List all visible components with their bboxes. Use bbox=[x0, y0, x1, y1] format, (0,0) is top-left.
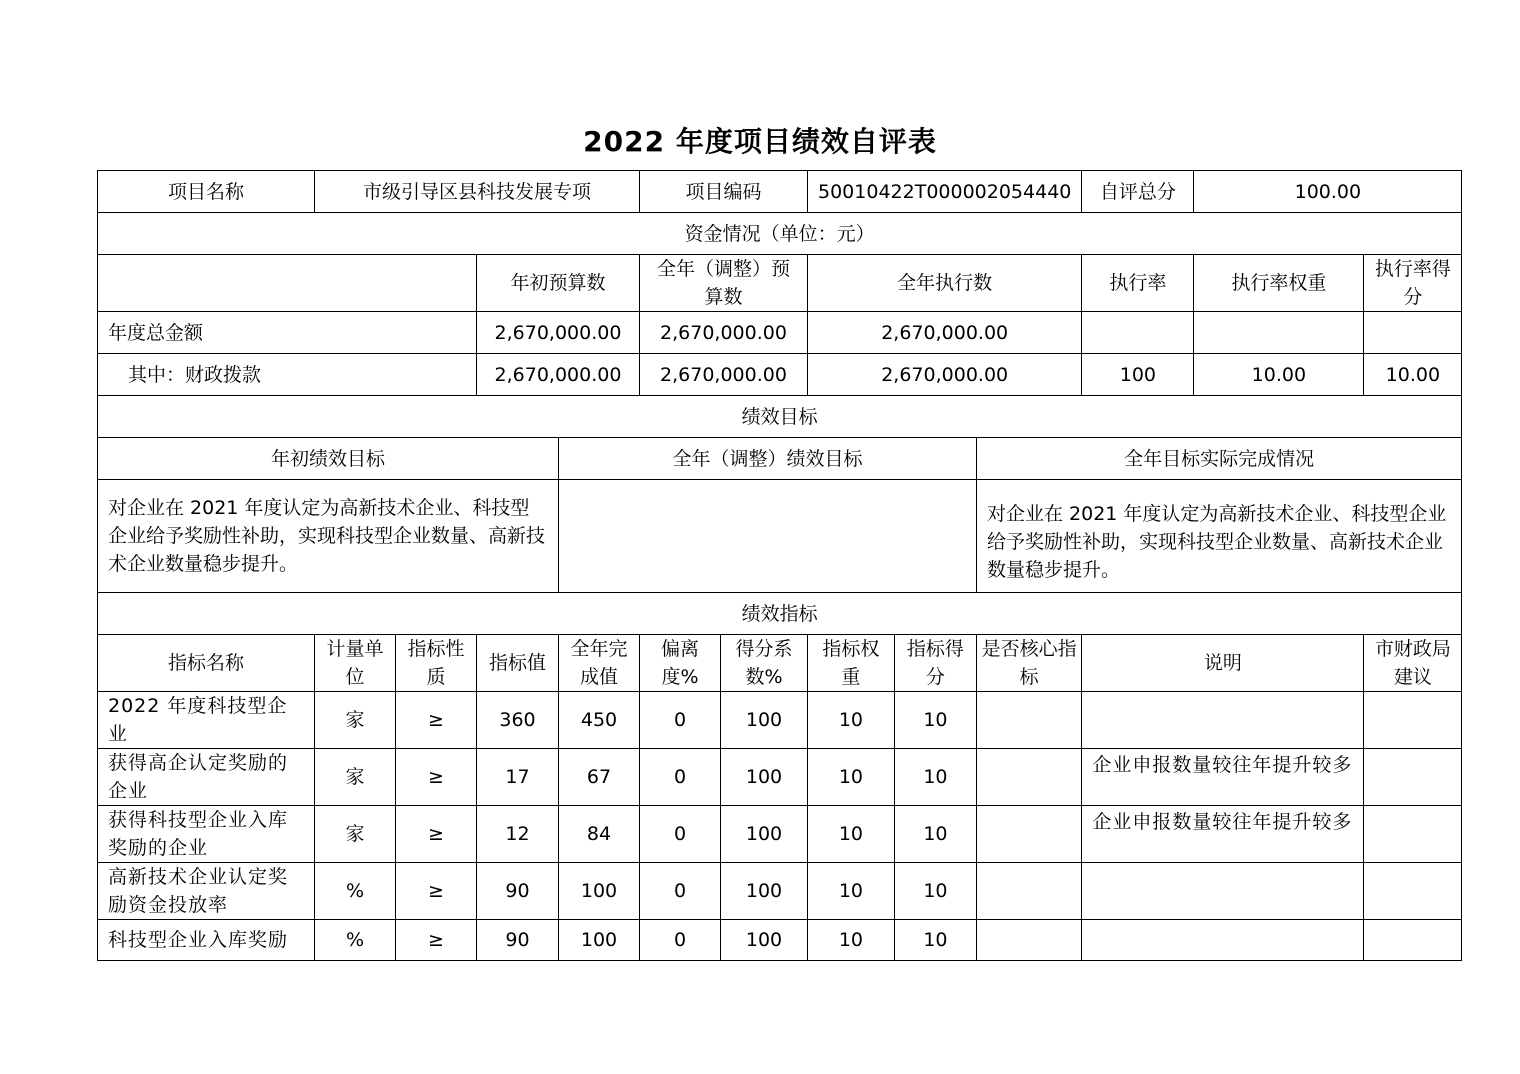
indicator-core bbox=[977, 692, 1082, 749]
funds-cell: 2,670,000.00 bbox=[477, 312, 640, 354]
ind-header-target: 指标值 bbox=[477, 635, 559, 692]
goals-header-row bbox=[98, 438, 1462, 480]
indicator-core bbox=[977, 749, 1082, 806]
ind-header-completed: 全年完成值 bbox=[559, 635, 640, 692]
indicator-deviation: 0 bbox=[640, 806, 721, 863]
indicator-unit: 家 bbox=[315, 806, 396, 863]
indicator-deviation: 0 bbox=[640, 863, 721, 920]
indicator-unit: 家 bbox=[315, 692, 396, 749]
funds-cell: 2,670,000.00 bbox=[808, 354, 1082, 396]
indicator-core bbox=[977, 920, 1082, 961]
evaluation-table bbox=[97, 170, 1462, 961]
indicator-row bbox=[98, 863, 1462, 920]
project-code-value: 50010422T000002054440 bbox=[808, 171, 1082, 213]
indicator-target: 90 bbox=[477, 920, 559, 961]
indicator-score: 10 bbox=[894, 863, 976, 920]
indicator-target: 17 bbox=[477, 749, 559, 806]
indicator-advice bbox=[1364, 749, 1462, 806]
goals-header-adjusted: 全年（调整）绩效目标 bbox=[559, 438, 977, 480]
funds-row bbox=[98, 354, 1462, 396]
indicator-weight: 10 bbox=[808, 806, 895, 863]
funds-cell: 10.00 bbox=[1364, 354, 1462, 396]
indicator-nature: ≥ bbox=[396, 920, 477, 961]
ind-header-nature: 指标性质 bbox=[396, 635, 477, 692]
funds-cell: 100 bbox=[1082, 354, 1194, 396]
indicator-coefficient: 100 bbox=[721, 920, 808, 961]
funds-cell bbox=[1364, 312, 1462, 354]
indicator-coefficient: 100 bbox=[721, 749, 808, 806]
total-score-label: 自评总分 bbox=[1082, 171, 1194, 213]
goals-header-actual: 全年目标实际完成情况 bbox=[977, 438, 1462, 480]
funds-cell: 2,670,000.00 bbox=[640, 312, 808, 354]
goals-section-header: 绩效目标 bbox=[98, 396, 1462, 438]
funds-row bbox=[98, 312, 1462, 354]
indicator-unit: % bbox=[315, 863, 396, 920]
ind-header-coefficient: 得分系数% bbox=[721, 635, 808, 692]
indicator-completed: 100 bbox=[559, 920, 640, 961]
indicator-coefficient: 100 bbox=[721, 692, 808, 749]
indicator-nature: ≥ bbox=[396, 806, 477, 863]
funds-cell: 10.00 bbox=[1194, 354, 1364, 396]
ind-header-deviation: 偏离度% bbox=[640, 635, 721, 692]
funds-cell bbox=[1082, 312, 1194, 354]
ind-header-note: 说明 bbox=[1082, 635, 1364, 692]
indicator-completed: 84 bbox=[559, 806, 640, 863]
funds-cell: 2,670,000.00 bbox=[808, 312, 1082, 354]
funds-header-cell: 年初预算数 bbox=[477, 255, 640, 312]
indicator-deviation: 0 bbox=[640, 920, 721, 961]
indicator-nature: ≥ bbox=[396, 692, 477, 749]
indicator-weight: 10 bbox=[808, 920, 895, 961]
project-name-label: 项目名称 bbox=[98, 171, 315, 213]
indicator-score: 10 bbox=[894, 920, 976, 961]
indicator-weight: 10 bbox=[808, 749, 895, 806]
indicator-deviation: 0 bbox=[640, 749, 721, 806]
ind-header-unit: 计量单位 bbox=[315, 635, 396, 692]
indicator-row bbox=[98, 920, 1462, 961]
funds-header-cell: 执行率 bbox=[1082, 255, 1194, 312]
indicator-score: 10 bbox=[894, 692, 976, 749]
indicator-advice bbox=[1364, 692, 1462, 749]
ind-header-name: 指标名称 bbox=[98, 635, 315, 692]
funds-header-cell: 全年执行数 bbox=[808, 255, 1082, 312]
funds-cell: 2,670,000.00 bbox=[640, 354, 808, 396]
funds-row-label: 年度总金额 bbox=[98, 312, 477, 354]
indicator-completed: 450 bbox=[559, 692, 640, 749]
indicator-core bbox=[977, 863, 1082, 920]
indicator-advice bbox=[1364, 806, 1462, 863]
indicator-weight: 10 bbox=[808, 692, 895, 749]
indicator-note bbox=[1082, 863, 1364, 920]
project-code-label: 项目编码 bbox=[640, 171, 808, 213]
ind-header-weight: 指标权重 bbox=[808, 635, 895, 692]
page-title: 2022 年度项目绩效自评表 bbox=[583, 125, 937, 158]
indicator-unit: 家 bbox=[315, 749, 396, 806]
funds-cell bbox=[1194, 312, 1364, 354]
indicator-completed: 100 bbox=[559, 863, 640, 920]
indicators-header-row bbox=[98, 635, 1462, 692]
indicators-section-header: 绩效指标 bbox=[98, 593, 1462, 635]
project-name-value: 市级引导区县科技发展专项 bbox=[315, 171, 640, 213]
indicator-advice bbox=[1364, 920, 1462, 961]
indicator-name: 高新技术企业认定奖励资金投放率 bbox=[98, 863, 315, 920]
funds-row-label: 其中：财政拨款 bbox=[98, 354, 477, 396]
project-info-row bbox=[98, 171, 1462, 213]
indicator-coefficient: 100 bbox=[721, 863, 808, 920]
indicator-coefficient: 100 bbox=[721, 806, 808, 863]
indicator-core bbox=[977, 806, 1082, 863]
funds-header-cell: 执行率权重 bbox=[1194, 255, 1364, 312]
indicator-deviation: 0 bbox=[640, 692, 721, 749]
goal-adjusted-text bbox=[559, 480, 977, 593]
ind-header-score: 指标得分 bbox=[894, 635, 976, 692]
funds-section-header: 资金情况（单位：元） bbox=[98, 213, 1462, 255]
indicator-note: 企业申报数量较往年提升较多 bbox=[1082, 806, 1364, 863]
funds-header-row bbox=[98, 255, 1462, 312]
goals-header-initial: 年初绩效目标 bbox=[98, 438, 559, 480]
indicator-name: 2022 年度科技型企业 bbox=[98, 692, 315, 749]
goal-initial-text: 对企业在 2021 年度认定为高新技术企业、科技型企业给予奖励性补助，实现科技型企业数量、高新技术企业数量稳步提升。 bbox=[98, 480, 559, 593]
funds-blank-header bbox=[98, 255, 477, 312]
indicator-target: 12 bbox=[477, 806, 559, 863]
indicator-name: 科技型企业入库奖励 bbox=[98, 920, 315, 961]
indicator-name: 获得高企认定奖励的企业 bbox=[98, 749, 315, 806]
total-score-value: 100.00 bbox=[1194, 171, 1462, 213]
funds-header-cell: 执行率得分 bbox=[1364, 255, 1462, 312]
indicator-row bbox=[98, 749, 1462, 806]
ind-header-core: 是否核心指标 bbox=[977, 635, 1082, 692]
indicator-unit: % bbox=[315, 920, 396, 961]
funds-header-cell: 全年（调整）预算数 bbox=[640, 255, 808, 312]
indicator-score: 10 bbox=[894, 749, 976, 806]
indicator-row bbox=[98, 692, 1462, 749]
indicator-target: 360 bbox=[477, 692, 559, 749]
indicator-score: 10 bbox=[894, 806, 976, 863]
indicator-nature: ≥ bbox=[396, 863, 477, 920]
ind-header-advice: 市财政局建议 bbox=[1364, 635, 1462, 692]
indicator-target: 90 bbox=[477, 863, 559, 920]
indicator-note bbox=[1082, 920, 1364, 961]
funds-cell: 2,670,000.00 bbox=[477, 354, 640, 396]
indicator-name: 获得科技型企业入库奖励的企业 bbox=[98, 806, 315, 863]
indicator-note: 企业申报数量较往年提升较多 bbox=[1082, 749, 1364, 806]
indicator-nature: ≥ bbox=[396, 749, 477, 806]
indicator-weight: 10 bbox=[808, 863, 895, 920]
indicator-completed: 67 bbox=[559, 749, 640, 806]
indicator-row bbox=[98, 806, 1462, 863]
indicator-advice bbox=[1364, 863, 1462, 920]
indicator-note bbox=[1082, 692, 1364, 749]
goal-actual-text: 对企业在 2021 年度认定为高新技术企业、科技型企业给予奖励性补助，实现科技型企业数量、高新技术企业数量稳步提升。 bbox=[977, 480, 1462, 593]
goals-content-row bbox=[98, 480, 1462, 593]
